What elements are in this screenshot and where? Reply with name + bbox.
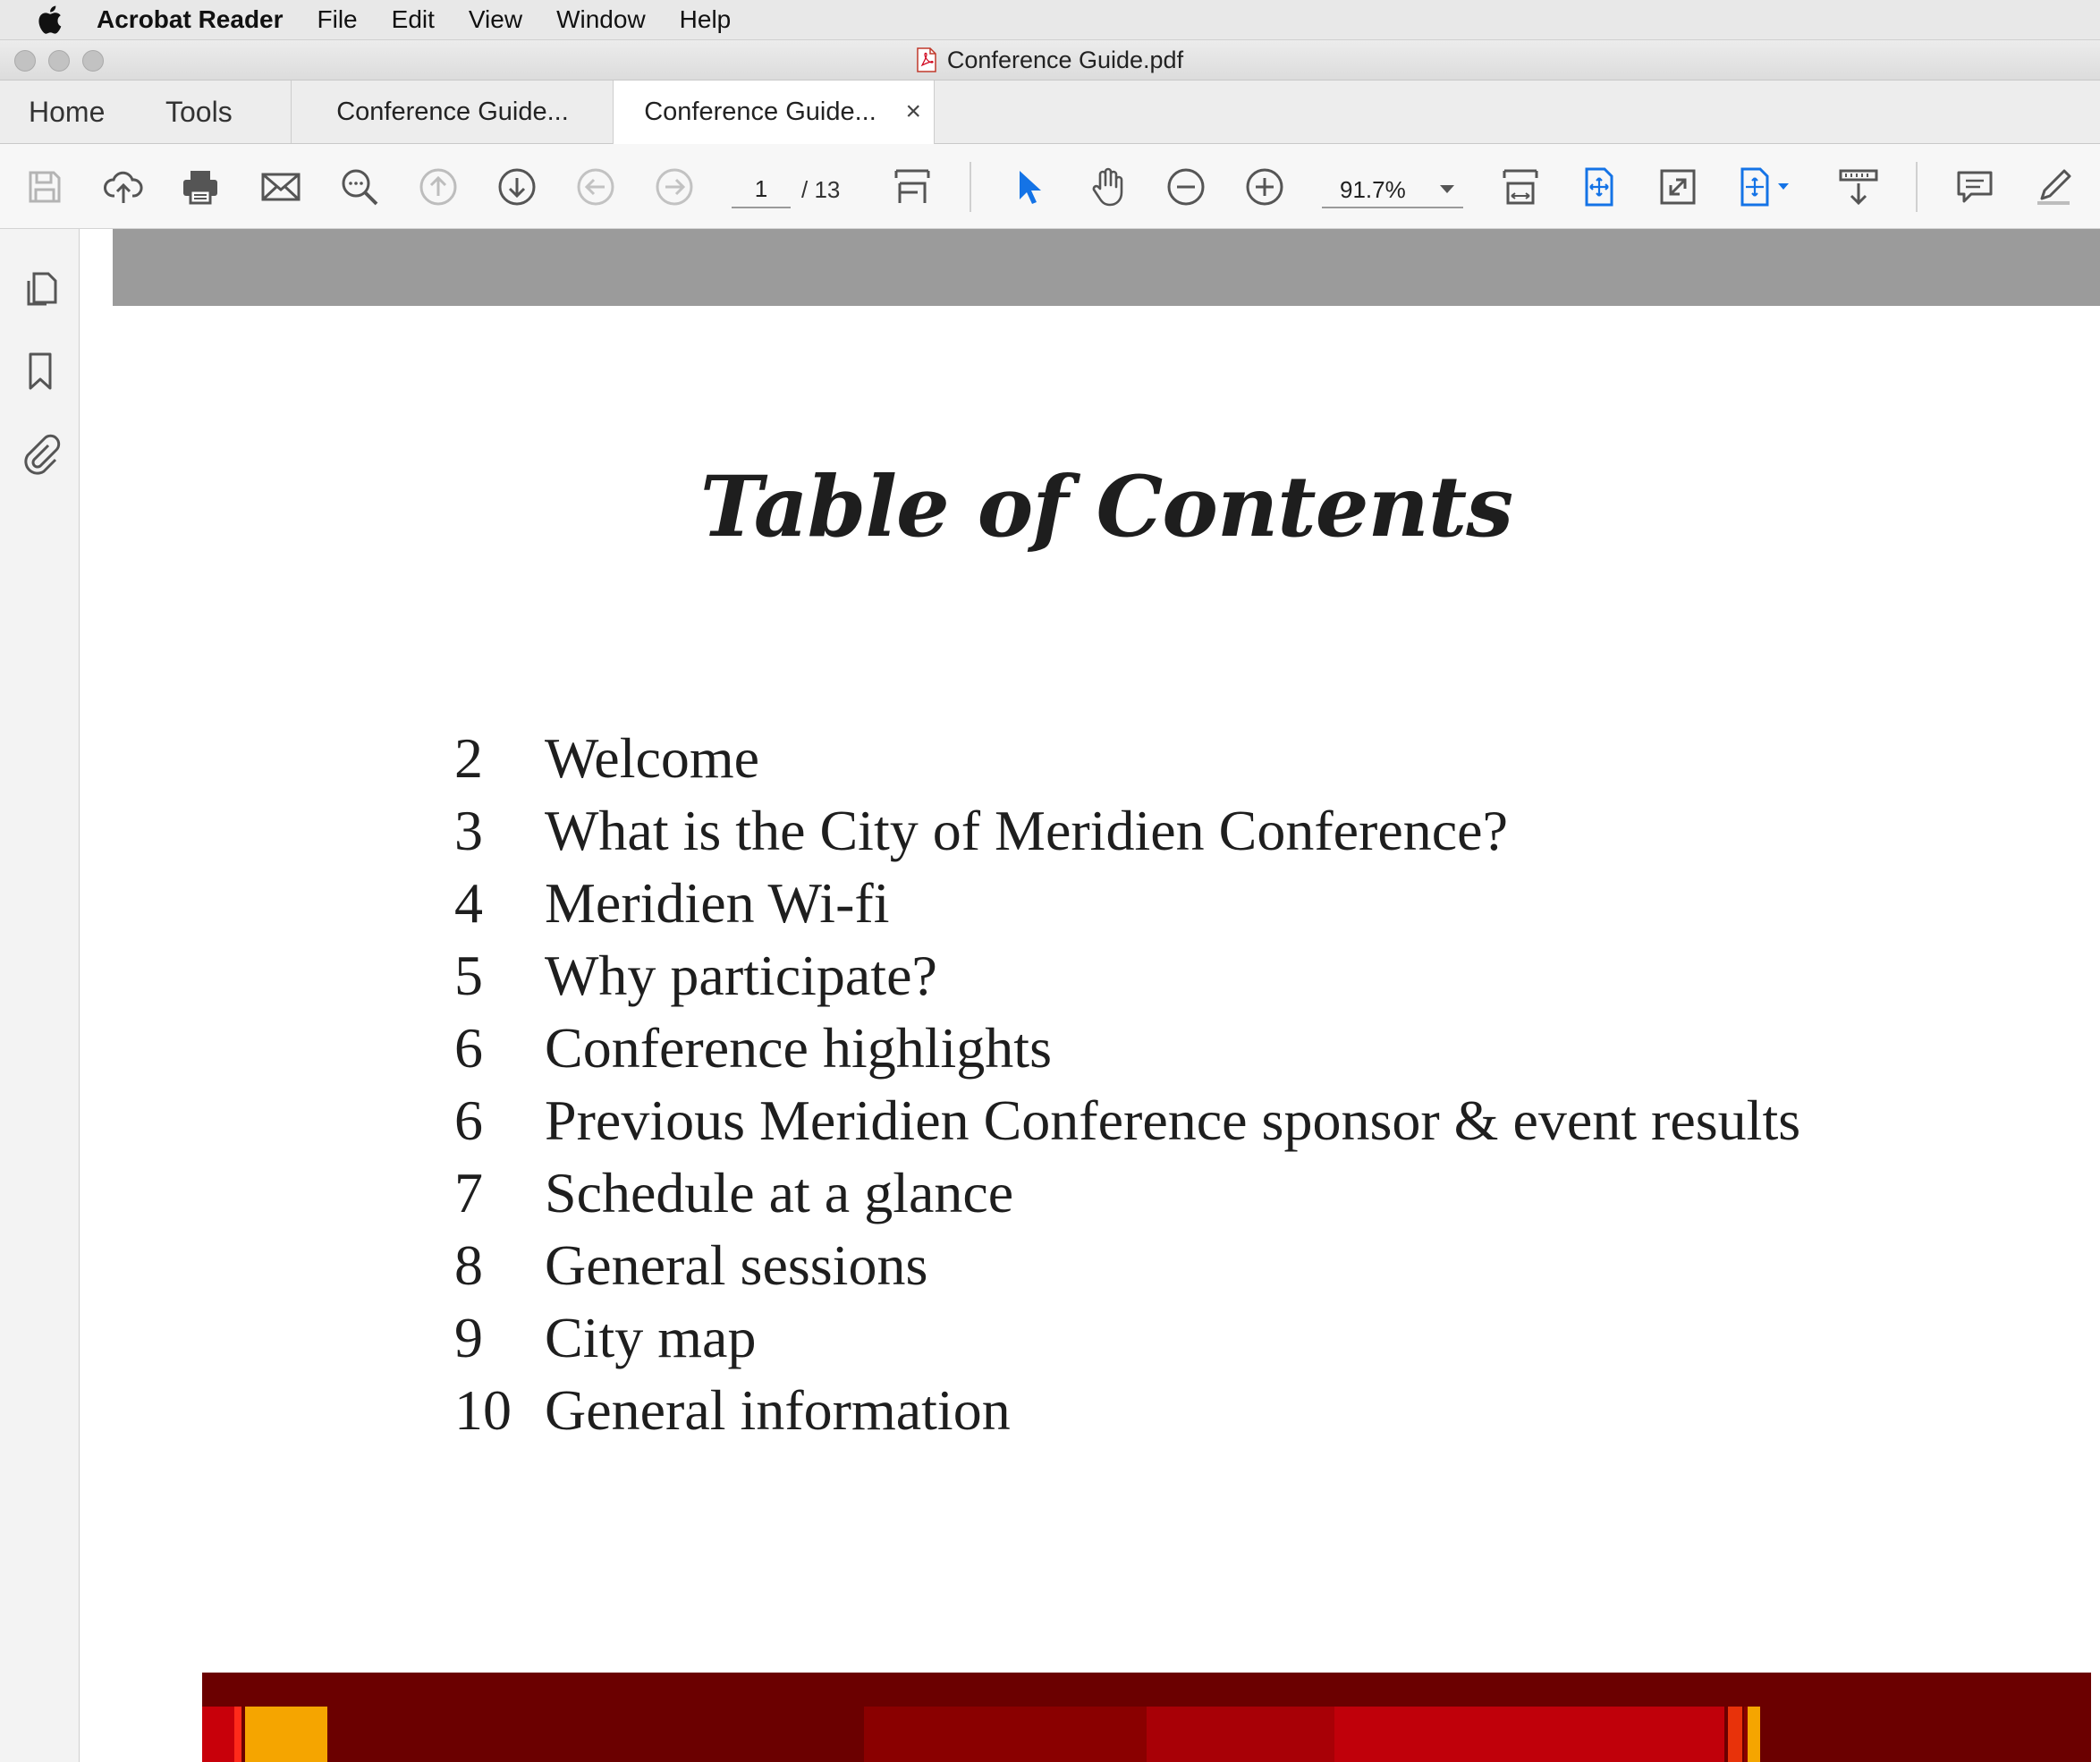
pdf-file-icon xyxy=(917,47,936,72)
forward-icon[interactable] xyxy=(653,165,696,208)
toc-title: Schedule at a glance xyxy=(545,1160,1014,1224)
close-tab-icon[interactable]: × xyxy=(905,97,921,126)
select-arrow-icon[interactable] xyxy=(1007,165,1050,208)
toc-page-number: 9 xyxy=(454,1305,483,1369)
toc-entry[interactable] xyxy=(454,722,1800,794)
toc-title: Why participate? xyxy=(545,943,937,1007)
toc-entry[interactable] xyxy=(454,1156,1800,1229)
toc-title: What is the City of Meridien Conference? xyxy=(545,798,1508,862)
zoom-level-value: 91.7% xyxy=(1340,176,1406,203)
toc-page-number: 2 xyxy=(454,725,483,790)
toc-page-number: 5 xyxy=(454,943,483,1007)
window-title-text: Conference Guide.pdf xyxy=(946,46,1184,73)
tab-home[interactable]: Home xyxy=(29,95,106,128)
toc-entry[interactable] xyxy=(454,1301,1800,1374)
tab-document-2[interactable] xyxy=(613,80,935,144)
band-segment xyxy=(234,1707,241,1762)
decorative-color-band xyxy=(202,1673,2091,1762)
toc-entry[interactable] xyxy=(454,1084,1800,1156)
full-screen-icon[interactable] xyxy=(1656,165,1699,208)
toc-page-number: 7 xyxy=(454,1160,483,1224)
print-icon[interactable] xyxy=(179,165,222,208)
band-segment xyxy=(1728,1707,1742,1762)
hand-icon[interactable] xyxy=(1086,165,1129,208)
toc-entry[interactable] xyxy=(454,1229,1800,1301)
highlight-pen-icon[interactable] xyxy=(2032,165,2075,208)
menu-window[interactable]: Window xyxy=(556,5,646,33)
menu-help[interactable]: Help xyxy=(679,5,732,33)
comment-icon[interactable] xyxy=(1953,165,1996,208)
band-segment xyxy=(1760,1707,1837,1762)
next-page-icon[interactable] xyxy=(495,165,538,208)
window-title xyxy=(0,40,2100,80)
attachments-icon[interactable] xyxy=(18,431,63,476)
toc-title: City map xyxy=(545,1305,757,1369)
toc-page-number: 3 xyxy=(454,798,483,862)
tab-strip xyxy=(0,80,2100,144)
fit-page-icon[interactable] xyxy=(1578,165,1621,208)
back-icon[interactable] xyxy=(574,165,617,208)
band-segment xyxy=(1334,1707,1724,1762)
toc-page-number: 4 xyxy=(454,870,483,935)
band-segment xyxy=(1748,1707,1760,1762)
toc-page-number: 8 xyxy=(454,1233,483,1297)
page-display-icon[interactable] xyxy=(1737,165,1798,208)
tab-document-2-label: Conference Guide... xyxy=(644,97,876,126)
page-number-input[interactable] xyxy=(732,171,791,208)
page-title: Table of Contents xyxy=(699,458,1513,556)
page-layout-icon[interactable] xyxy=(891,165,934,208)
menu-edit[interactable]: Edit xyxy=(391,5,435,33)
bookmark-icon[interactable] xyxy=(18,349,63,394)
fit-width-icon[interactable] xyxy=(1499,165,1542,208)
save-icon[interactable] xyxy=(23,165,66,208)
page-thumbnails-icon[interactable] xyxy=(18,265,63,309)
zoom-out-icon[interactable] xyxy=(1164,165,1207,208)
band-segment xyxy=(1147,1707,1334,1762)
menu-bar xyxy=(0,0,2100,40)
toc-page-number: 6 xyxy=(454,1015,483,1080)
zoom-in-icon[interactable] xyxy=(1243,165,1286,208)
app-name-menu[interactable]: Acrobat Reader xyxy=(97,5,284,33)
zoom-level-dropdown[interactable] xyxy=(1322,171,1463,208)
menu-file[interactable]: File xyxy=(317,5,358,33)
band-segment xyxy=(245,1707,327,1762)
chevron-down-icon xyxy=(1440,185,1454,193)
navigation-pane xyxy=(0,229,80,1762)
toc-entry[interactable] xyxy=(454,1012,1800,1084)
toc-title: Meridien Wi-fi xyxy=(545,870,890,935)
toolbar-separator xyxy=(970,162,971,212)
toc-entry[interactable] xyxy=(454,1374,1800,1446)
tab-document-1-label: Conference Guide... xyxy=(336,97,569,126)
toc-page-number: 10 xyxy=(454,1377,512,1442)
pdf-page[interactable] xyxy=(113,306,2100,1762)
band-segment xyxy=(202,1707,234,1762)
toc-title: Previous Meridien Conference sponsor & event results xyxy=(545,1088,1801,1152)
toc-title: Conference highlights xyxy=(545,1015,1052,1080)
table-of-contents xyxy=(454,722,1800,1446)
toc-title: General sessions xyxy=(545,1233,928,1297)
read-mode-icon[interactable] xyxy=(1837,165,1880,208)
apple-logo-icon[interactable] xyxy=(36,4,63,35)
previous-page-icon[interactable] xyxy=(417,165,460,208)
toc-title: General information xyxy=(545,1377,1011,1442)
toc-entry[interactable] xyxy=(454,794,1800,867)
email-icon[interactable] xyxy=(259,165,302,208)
tab-document-1[interactable] xyxy=(291,80,614,143)
page-total-count: / 13 xyxy=(801,176,841,203)
upload-cloud-icon[interactable] xyxy=(102,165,145,208)
previous-page-edge xyxy=(113,229,2100,306)
toc-entry[interactable] xyxy=(454,867,1800,939)
toc-entry[interactable] xyxy=(454,939,1800,1012)
toolbar-separator xyxy=(1916,162,1918,212)
window-title-bar xyxy=(0,40,2100,80)
tab-tools[interactable]: Tools xyxy=(165,95,233,128)
toolbar xyxy=(0,144,2100,229)
toc-page-number: 6 xyxy=(454,1088,483,1152)
band-segment xyxy=(864,1707,1147,1762)
toc-title: Welcome xyxy=(545,725,760,790)
search-icon[interactable] xyxy=(338,165,381,208)
menu-view[interactable]: View xyxy=(468,5,523,33)
